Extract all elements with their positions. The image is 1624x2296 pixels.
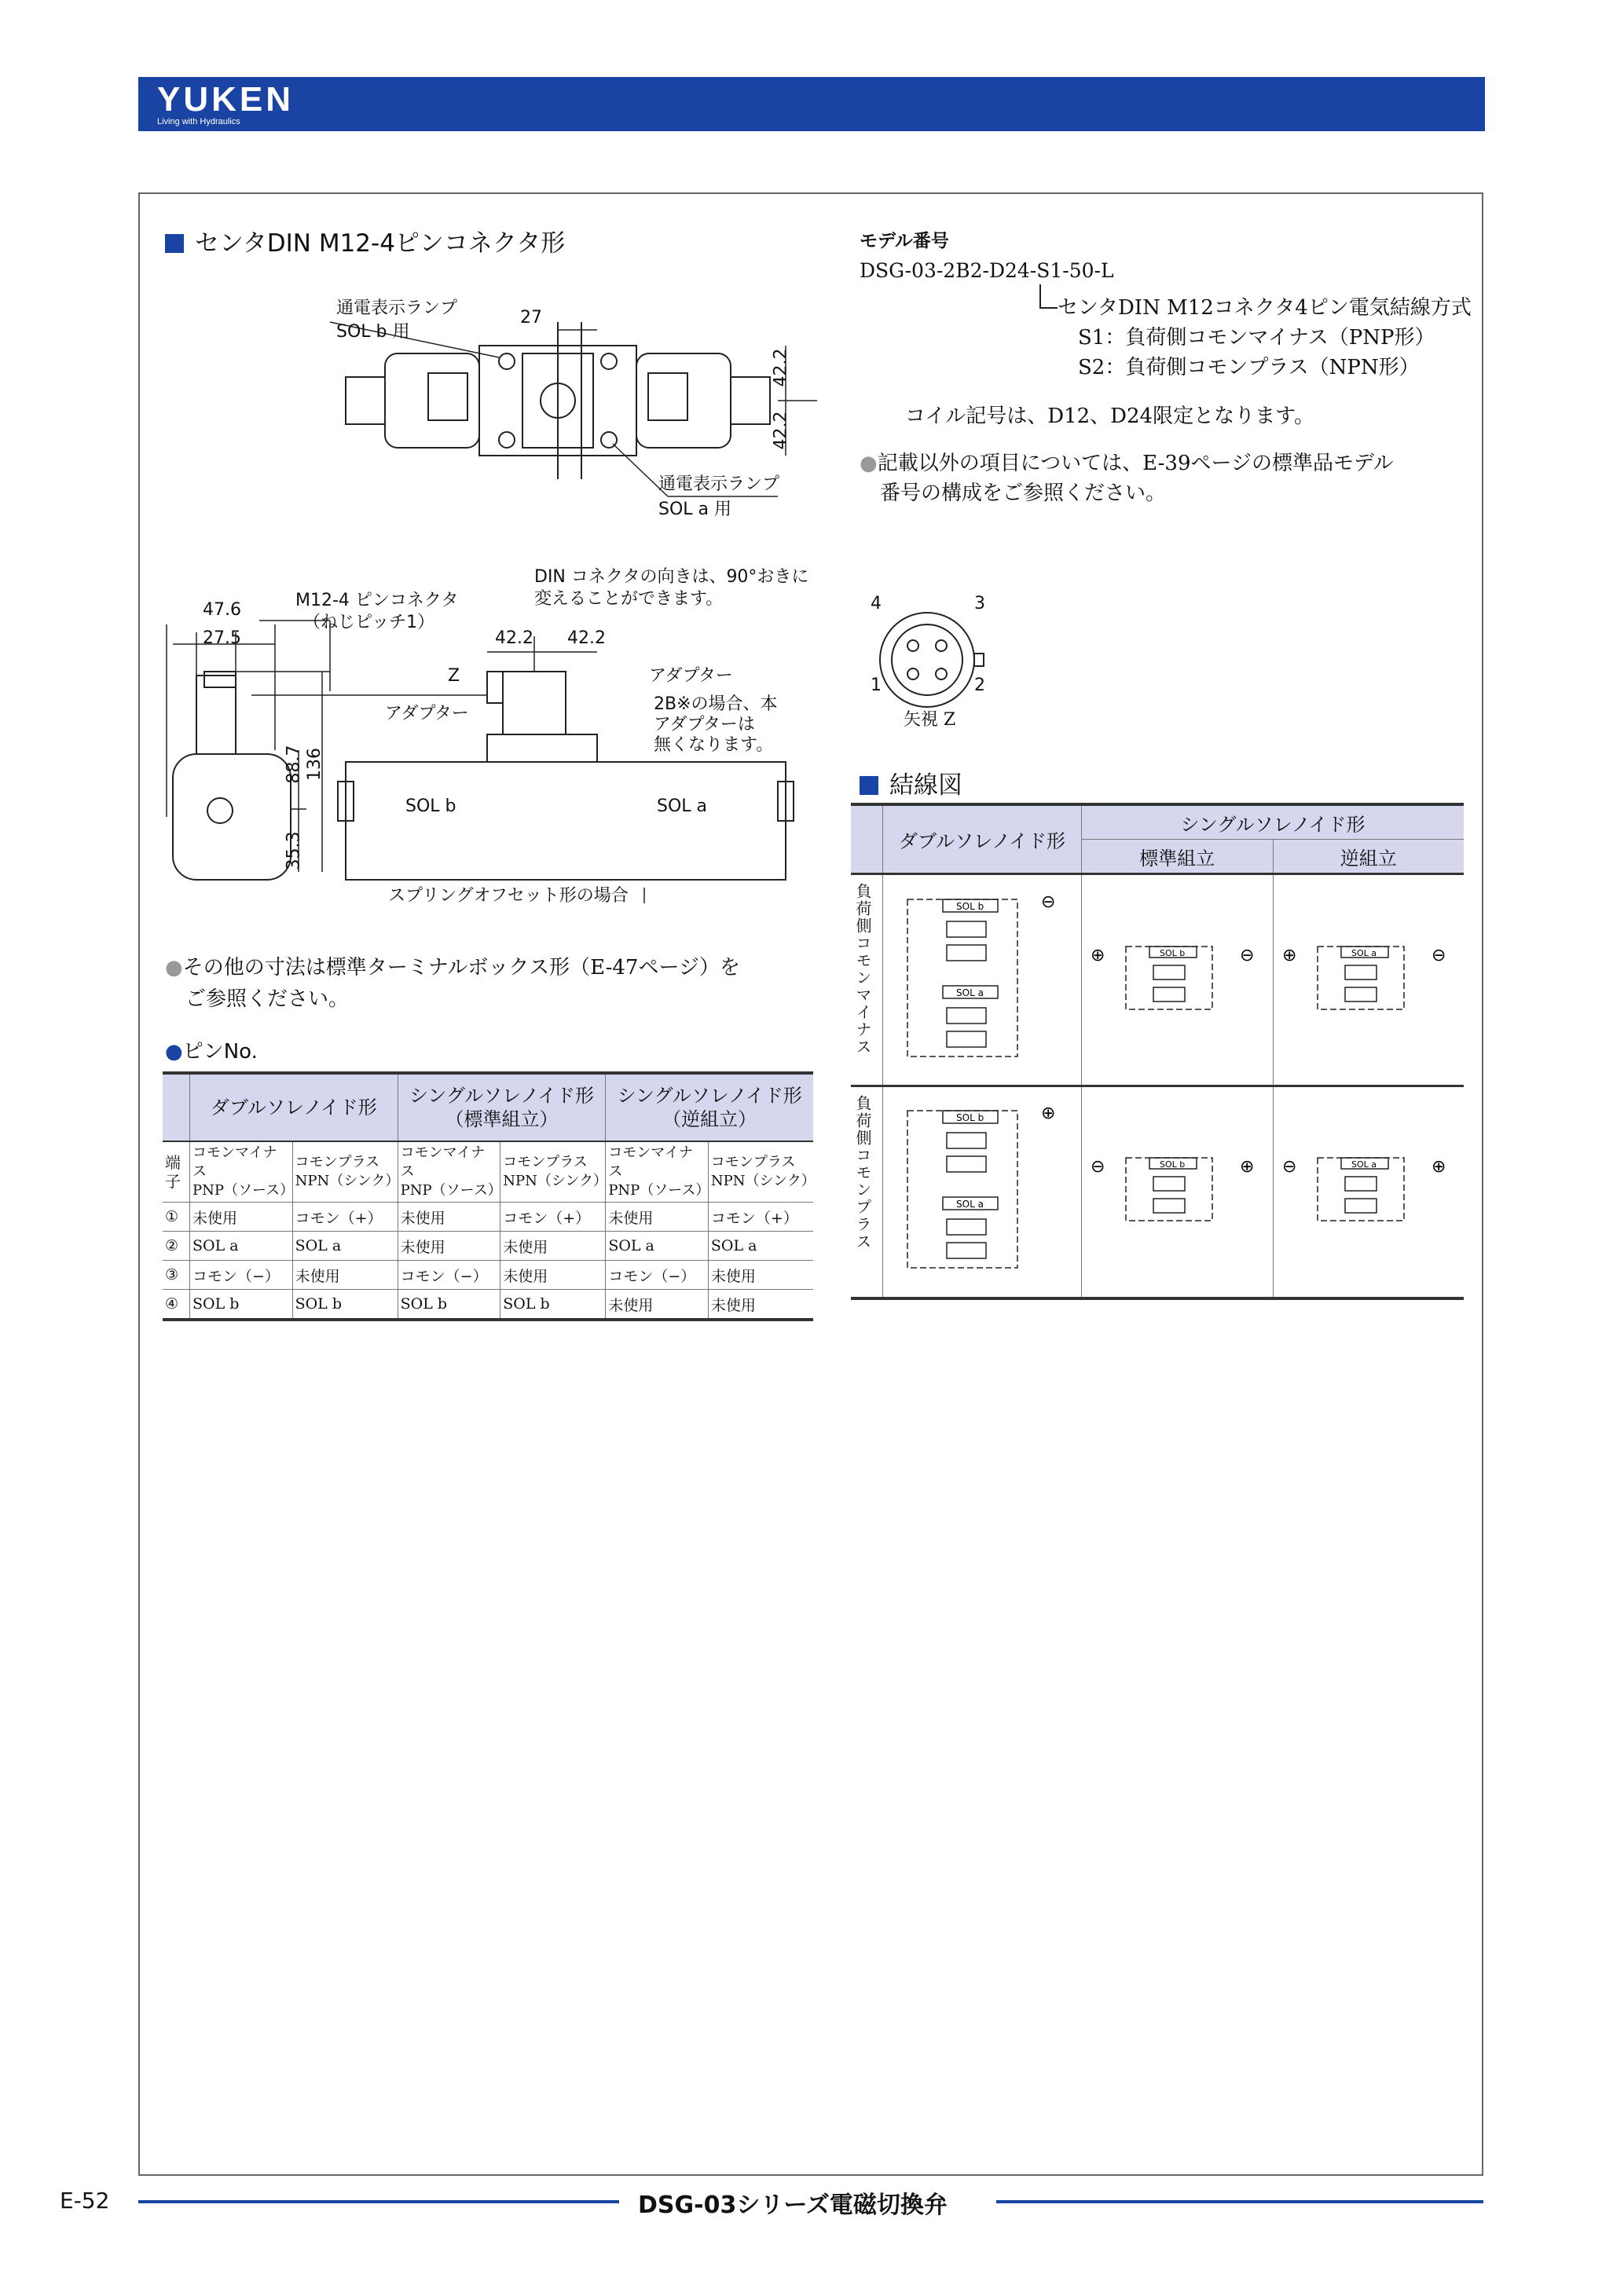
section-square-icon <box>860 776 878 795</box>
z-label: Z <box>448 666 460 686</box>
page-number: E-52 <box>60 2188 110 2214</box>
wiring-diagram-double-plus <box>884 1095 1065 1283</box>
table-row: ④ SOL b SOL b SOL b SOL b 未使用 未使用 <box>163 1290 813 1320</box>
wiring-diagram-std-minus <box>1083 884 1271 1072</box>
row-common-plus: 負荷側コモンプラス <box>853 1095 872 1251</box>
pin-2-label: 2 <box>974 676 985 695</box>
wiring-col-single: シングルソレノイド形 <box>1082 804 1465 840</box>
svg-text:SOL a: SOL a <box>1351 1159 1377 1170</box>
pin-header-double: ダブルソレノイド形 <box>190 1073 398 1141</box>
wiring-col-std: 標準組立 <box>1082 840 1274 874</box>
footer-title: DSG-03シリーズ電磁切換弁 <box>638 2192 948 2219</box>
svg-text:SOL b: SOL b <box>1160 1159 1186 1170</box>
pin-3-label: 3 <box>974 594 985 613</box>
svg-text:⊕: ⊕ <box>1041 1104 1056 1124</box>
section-square-icon <box>165 234 184 253</box>
sub-header: コモンマイナス PNP（ソース） <box>606 1141 709 1203</box>
pin-1-label: 1 <box>871 676 882 695</box>
dim-27-5: 27.5 <box>203 628 241 648</box>
svg-text:SOL b: SOL b <box>956 1112 984 1124</box>
dim-27: 27 <box>520 308 542 328</box>
pin-4-label: 4 <box>871 594 882 613</box>
svg-text:⊕: ⊕ <box>1281 945 1296 965</box>
pin-header-single-rev: シングルソレノイド形 （逆組立） <box>606 1073 813 1141</box>
footer-rule-left <box>138 2200 619 2203</box>
sub-header: コモンマイナス PNP（ソース） <box>398 1141 500 1203</box>
dim-42-2-c: 42.2 <box>495 628 533 648</box>
svg-text:SOL a: SOL a <box>956 987 984 998</box>
dim-42-2-b: 42.2 <box>771 411 791 450</box>
model-desc-2: S1：負荷側コモンマイナス（PNP形） <box>1078 326 1435 350</box>
terminal-label: 端子 <box>163 1141 190 1203</box>
pin-table <box>163 1071 816 1321</box>
sol-b-label: SOL b <box>405 796 456 816</box>
table-row: ② SOL a SOL a 未使用 未使用 SOL a SOL a <box>163 1232 813 1261</box>
pin-heading: ●ピンNo. <box>165 1040 258 1064</box>
svg-text:SOL b: SOL b <box>1160 947 1186 958</box>
footer-rule-right <box>996 2200 1483 2203</box>
note-2b-1: 2B※の場合、本 <box>654 694 778 714</box>
lamp-a-label-2: SOL a 用 <box>658 500 732 519</box>
section-title: センタDIN M12-4ピンコネクタ形 <box>165 229 565 258</box>
svg-text:⊖: ⊖ <box>1091 1157 1105 1177</box>
header-bar <box>138 77 1485 131</box>
wiring-diagram-std-plus <box>1083 1095 1271 1283</box>
other-note-1: ●記載以外の項目については、E-39ページの標準品モデル <box>860 452 1394 475</box>
lamp-b-label-2: SOL b 用 <box>336 322 410 342</box>
svg-text:⊖: ⊖ <box>1281 1157 1296 1177</box>
wiring-col-rev: 逆組立 <box>1273 840 1464 874</box>
svg-text:⊕: ⊕ <box>1431 1157 1446 1177</box>
din-label-1: DIN コネクタの向きは、90°おきに <box>534 567 809 587</box>
other-dims-note-1: ●その他の寸法は標準ターミナルボックス形（E-47ページ）を <box>165 956 740 980</box>
lamp-a-label-1: 通電表示ランプ <box>658 474 780 494</box>
wiring-heading: 結線図 <box>860 771 962 800</box>
note-2b-2: アダプターは <box>654 715 755 734</box>
model-desc-3: S2：負荷側コモンプラス（NPN形） <box>1078 356 1420 379</box>
adapter-right-label: アダプター <box>649 666 733 686</box>
other-dims-note-2: ご参照ください。 <box>185 987 350 1011</box>
other-note-2: 番号の構成をご参照ください。 <box>880 482 1167 505</box>
side-view-drawing <box>157 605 833 919</box>
wiring-cell <box>1082 1086 1274 1298</box>
dim-42-2-a: 42.2 <box>771 348 791 387</box>
svg-text:⊖: ⊖ <box>1431 945 1446 965</box>
pin-header-single-std: シングルソレノイド形 （標準組立） <box>398 1073 606 1141</box>
spring-offset-label: スプリングオフセット形の場合 <box>388 886 629 906</box>
wiring-cell <box>883 874 1082 1086</box>
connector-pin-diagram <box>864 597 990 723</box>
dim-47-6: 47.6 <box>203 600 241 620</box>
wiring-table <box>851 803 1464 1300</box>
sub-header: コモンプラス NPN（シンク） <box>708 1141 813 1203</box>
wiring-diagram-double-minus <box>884 884 1065 1072</box>
m12-label-2: （ねじピッチ1） <box>303 613 435 632</box>
dim-88-7: 88.7 <box>284 745 304 784</box>
wiring-cell <box>1273 1086 1464 1298</box>
wiring-cell <box>1273 874 1464 1086</box>
row-common-minus: 負荷側コモンマイナス <box>853 883 872 1056</box>
svg-text:⊕: ⊕ <box>1240 1157 1255 1177</box>
dim-136: 136 <box>305 748 324 781</box>
model-desc-1: センタDIN M12コネクタ4ピン電気結線方式 <box>1058 296 1472 320</box>
wiring-cell <box>1082 874 1274 1086</box>
svg-text:⊖: ⊖ <box>1041 892 1056 912</box>
model-heading: モデル番号 <box>860 231 949 251</box>
wiring-cell <box>883 1086 1082 1298</box>
adapter-left-label: アダプター <box>385 704 469 723</box>
view-z-caption: 矢視 Z <box>904 710 956 730</box>
wiring-col-double: ダブルソレノイド形 <box>883 804 1082 874</box>
m12-label-1: M12-4 ピンコネクタ <box>295 591 459 610</box>
note-2b-3: 無くなります。 <box>654 735 774 755</box>
coil-note: コイル記号は、D12、D24限定となります。 <box>905 405 1314 428</box>
dim-35-3: 35.3 <box>284 831 304 870</box>
din-label-2: 変えることができます。 <box>534 589 724 609</box>
logo-tagline: Living with Hydraulics <box>157 117 240 126</box>
svg-text:⊕: ⊕ <box>1091 945 1105 965</box>
svg-text:SOL a: SOL a <box>956 1199 984 1210</box>
svg-text:⊖: ⊖ <box>1240 945 1255 965</box>
wiring-diagram-rev-minus <box>1274 884 1463 1072</box>
table-row: ① 未使用 コモン（+） 未使用 コモン（+） 未使用 コモン（+） <box>163 1203 813 1232</box>
svg-text:SOL a: SOL a <box>1351 947 1377 958</box>
dim-42-2-d: 42.2 <box>567 628 606 648</box>
sub-header: コモンプラス NPN（シンク） <box>500 1141 606 1203</box>
wiring-diagram-rev-plus <box>1274 1095 1463 1283</box>
table-row: ③ コモン（−） 未使用 コモン（−） 未使用 コモン（−） 未使用 <box>163 1261 813 1290</box>
sub-header: コモンマイナス PNP（ソース） <box>190 1141 293 1203</box>
svg-text:SOL b: SOL b <box>956 900 984 912</box>
yuken-logo: YUKEN <box>157 80 295 119</box>
lamp-b-label-1: 通電表示ランプ <box>336 298 458 318</box>
sol-a-label: SOL a <box>657 796 708 816</box>
model-code: DSG-03-2B2-D24-S1-50-L <box>860 259 1114 282</box>
sub-header: コモンプラス NPN（シンク） <box>292 1141 398 1203</box>
